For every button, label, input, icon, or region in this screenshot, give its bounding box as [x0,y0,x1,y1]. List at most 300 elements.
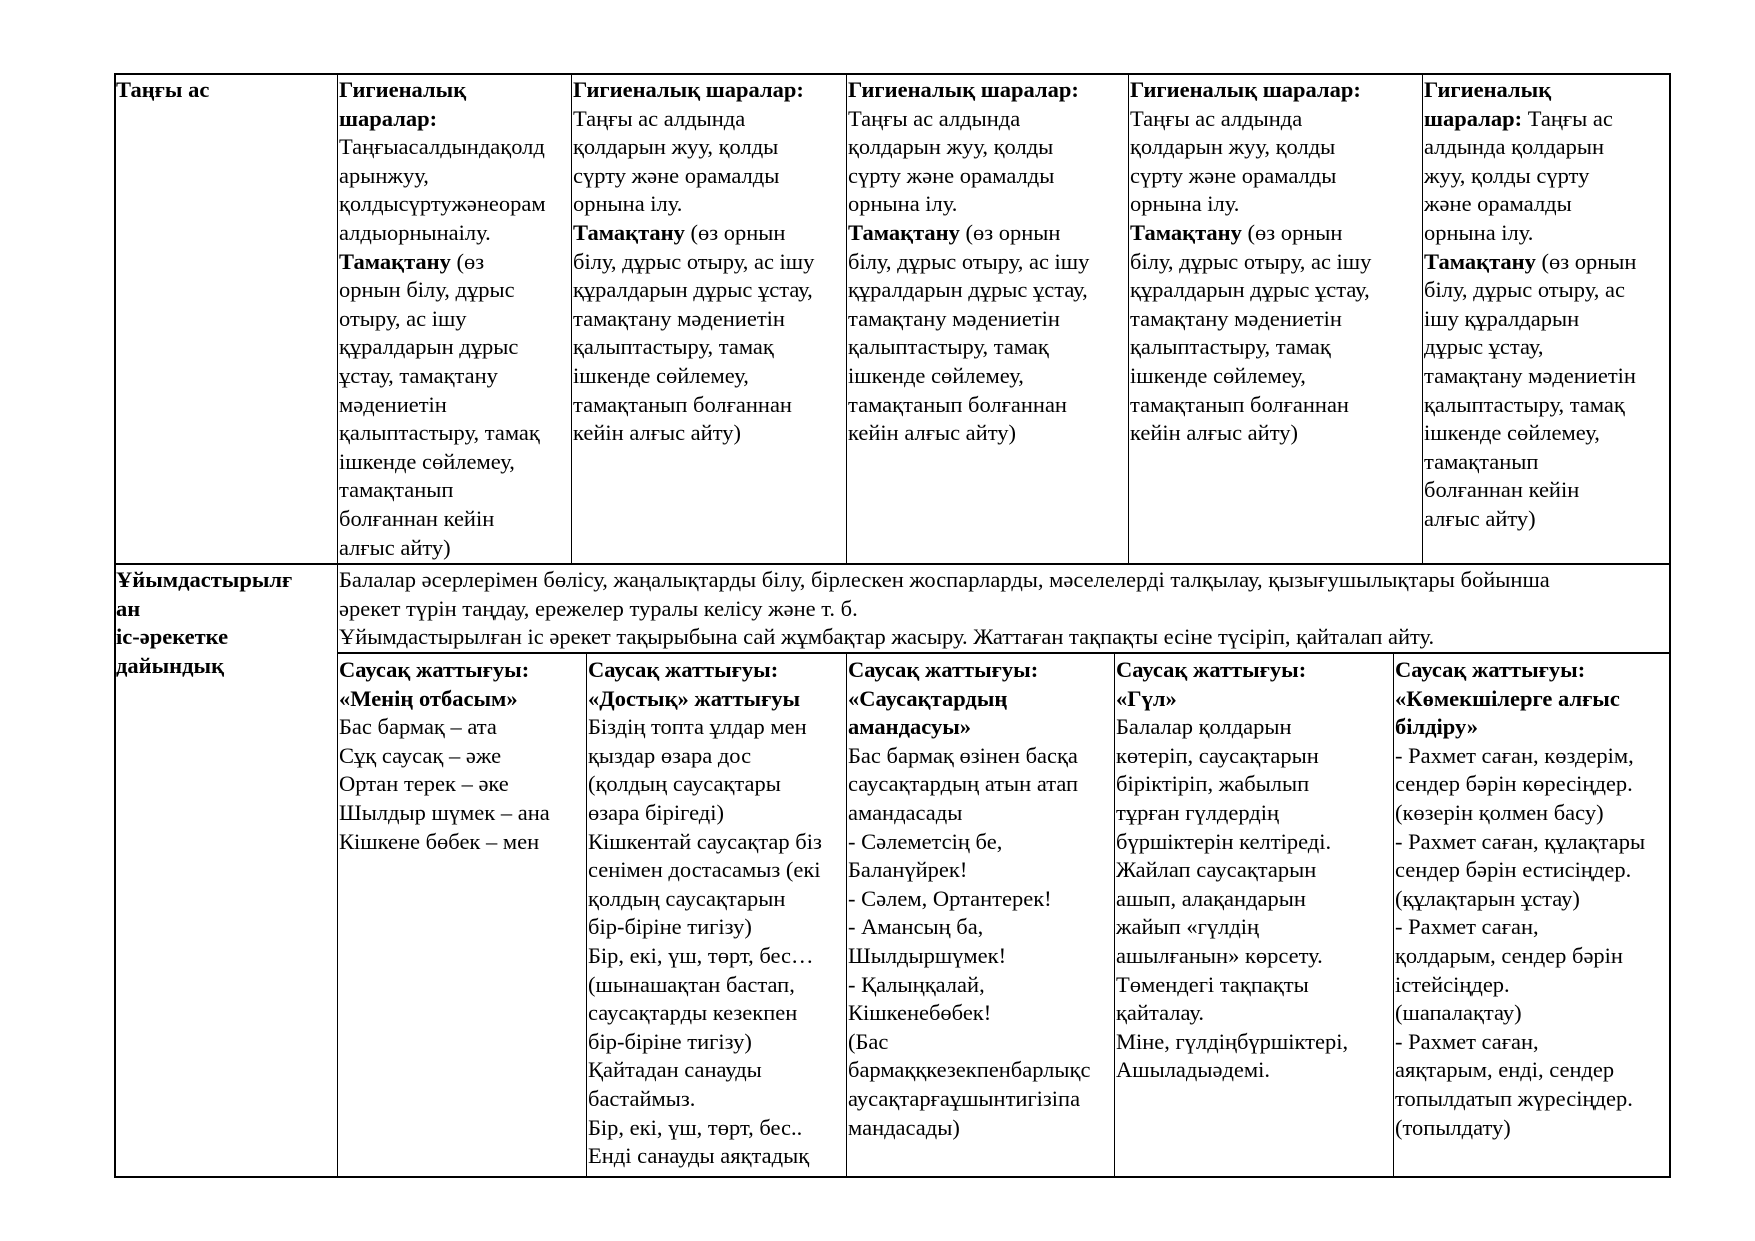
text-line [573,419,814,448]
text-line: іс-әрекетке [116,624,229,650]
body-text: дұрыс ұстау, [1424,334,1544,360]
bold-text: «Гүл» [1116,685,1177,711]
text-line: әрекет түрін таңдау, ережелер туралы келісу және т. б. [339,595,858,621]
body-text: білу, дұрыс отыру, ас ішу [848,248,1090,274]
text-line [848,828,1090,857]
bold-text: шаралар: [339,105,438,131]
body-text: сендер бәрін естисіңдер. [1395,857,1632,883]
row1-cell-4 [1130,76,1371,448]
body-text: білу, дұрыс отыру, ас ішу [573,248,815,274]
body-text: алдыорнынаілу. [339,219,491,245]
body-text: ішкенде сөйлемеу, [339,448,515,474]
text-line [1424,362,1636,391]
text-line [1424,133,1636,162]
body-text: бармаққкезекпенбарлықс [848,1057,1091,1083]
text-line: Балалар әсерлерімен бөлісу, жаңалықтарды білу, бірлескен жоспарларды, мәселелерді талқылау, қызығушылықтары бойынша [339,567,1550,592]
body-text: аяқтарым, енді, сендер [1395,1057,1615,1083]
body-text: - Сәлеметсің бе, [848,828,1003,854]
body-text: тұрған гүлдердің [1116,799,1280,825]
text-line [339,190,546,219]
text-line [1424,305,1636,334]
text-line [848,248,1089,277]
text-line [573,133,814,162]
text-line [848,105,1089,134]
text-line [1116,685,1348,714]
body-text: құралдарын дұрыс ұстау, [1130,277,1370,303]
text-line [1116,971,1348,1000]
text-line [1424,219,1636,248]
body-text: қолдарын жуу, қолды [848,134,1054,160]
text-line [848,770,1090,799]
body-text: орнына ілу. [1130,191,1240,217]
body-text: Кішкентай саусақтар біз [588,828,822,854]
bold-text: «Достық» жаттығуы [588,685,801,711]
text-line [588,742,822,771]
body-text: саусақтардың атын атап [848,771,1079,797]
body-text: Қайтадан санауды [588,1057,762,1083]
text-line [848,333,1089,362]
body-text: Шылдыр шүмек – ана [339,799,550,825]
body-text: білу, дұрыс отыру, ас ішу [1130,248,1372,274]
row1-cell-1 [339,76,546,562]
body-text: кейін алғыс айту) [573,420,741,446]
body-text: біріктіріп, жабылып [1116,771,1310,797]
text-line [339,476,546,505]
text-line [573,276,814,305]
text-line [339,391,546,420]
text-line [848,656,1090,685]
text-line: Ұйымдастырылған іс әрекет тақырыбына сай жұмбақтар жасыру. Жаттаған тақпақты есіне түсіріп, қайталап айту. [339,624,1435,650]
body-text: Төмендегі тақпақты [1116,971,1309,997]
body-text: қолдарым, сендер бәрін [1395,942,1623,968]
body-text: Кішкене бөбек – мен [339,828,540,854]
text-line [1116,770,1348,799]
text-line [573,391,814,420]
body-text: істейсіңдер. [1395,971,1510,997]
bold-text: Тамақтану [339,248,451,274]
body-text: қолдарын жуу, қолды [573,134,779,160]
table-border-top [115,73,1671,75]
row2-intro [339,566,1550,652]
body-text: Енді санауды аяқтадық [588,1143,810,1169]
text-line [848,76,1089,105]
text-line [1424,76,1636,105]
body-text: тамақтану мәдениетін [573,305,785,331]
text-line [588,1114,822,1143]
text-line: Ұйымдастырылғ [116,567,293,592]
body-text: (өз орнын [1241,219,1343,245]
body-text: аусақтарғаұшынтигізіпа [848,1085,1081,1111]
text-line [848,190,1089,219]
body-text: алғыс айту) [339,534,451,560]
body-text: Бас бармақ өзінен басқа [848,742,1078,768]
text-line [1395,742,1645,771]
bold-text: Тамақтану [1130,219,1242,245]
text-line [1130,391,1371,420]
table-border-bottom [114,1176,1671,1178]
body-text: Сұқ саусақ – әже [339,742,502,768]
body-text: мәдениетін [339,391,447,417]
text-line [848,133,1089,162]
text-line [339,76,546,105]
body-text: болғаннан кейін [1424,477,1580,503]
body-text: Таңғы ас алдында [573,105,746,131]
text-line [588,856,822,885]
bold-text: «Саусақтардың [848,685,1008,711]
body-text: - Рахмет саған, құлақтары [1395,828,1646,854]
text-line [1395,1114,1645,1143]
body-text: (шапалақтау) [1395,1000,1522,1026]
text-line [339,656,550,685]
body-text: қалыптастыру, тамақ [1130,334,1331,360]
text-line [848,999,1090,1028]
body-text: қолдарын жуу, қолды [1130,134,1336,160]
text-line [848,942,1090,971]
body-text: орнына ілу. [573,191,683,217]
body-text: Бас бармақ – ата [339,714,497,740]
text-line [573,305,814,334]
text-line [848,799,1090,828]
body-text: құралдарын дұрыс [339,334,519,360]
body-text: сендер бәрін көресіңдер. [1395,771,1633,797]
row2-divider-3 [846,652,847,1178]
body-text: Таңғыасалдындақолд [339,134,545,160]
row2-divider-2 [586,652,587,1178]
text-line [1116,913,1348,942]
body-text: өзара бірігеді) [588,799,724,825]
row1-divider-2 [571,73,572,564]
text-line [588,828,822,857]
text-line [1424,105,1636,134]
text-line [1130,276,1371,305]
body-text: - Рахмет саған, [1395,914,1539,940]
text-line [1424,476,1636,505]
body-text: - Амансың ба, [848,914,984,940]
text-line [1424,505,1636,534]
text-line [848,219,1089,248]
text-line [573,362,814,391]
body-text: (шынашақтан бастап, [588,971,795,997]
body-text: кейін алғыс айту) [848,420,1016,446]
text-line [339,448,546,477]
body-text: білу, дұрыс отыру, ас [1424,277,1625,303]
text-line [339,219,546,248]
text-line [1130,333,1371,362]
body-text: - Қалыңқалай, [848,971,985,997]
text-line [573,190,814,219]
text-line [588,713,822,742]
text-line [339,333,546,362]
text-line [848,913,1090,942]
body-text: қалыптастыру, тамақ [1424,391,1625,417]
body-text: Шылдыршүмек! [848,942,1007,968]
text-line [1130,76,1371,105]
text-line [1130,419,1371,448]
body-text: тамақтанып болғаннан [848,391,1067,417]
text-line [1395,828,1645,857]
body-text: (Бас [848,1028,889,1054]
body-text: ішкенде сөйлемеу, [573,362,749,388]
body-text: тамақтанып [339,477,454,503]
bold-text: Гигиеналық шаралар: [1130,77,1361,102]
body-text: қыздар өзара дос [588,742,752,768]
text-line [1424,419,1636,448]
body-text: орнына ілу. [1424,219,1534,245]
text-line [1116,656,1348,685]
text-line [1395,1056,1645,1085]
text-line [1424,333,1636,362]
text-line [1130,305,1371,334]
body-text: орнын білу, дұрыс [339,277,515,303]
text-line [1130,248,1371,277]
text-line [573,248,814,277]
body-text: - Сәлем, Ортантерек! [848,885,1052,911]
bold-text: шаралар: [1424,105,1523,131]
text-line [1116,1056,1348,1085]
text-line [1395,685,1645,714]
body-text: Бір, екі, үш, төрт, бес… [588,942,814,968]
body-text: ішкенде сөйлемеу, [1424,420,1600,446]
text-line [848,419,1089,448]
text-line [1116,999,1348,1028]
row1-divider-3 [846,73,847,564]
text-line [588,685,822,714]
row1-cell-2 [573,76,814,448]
body-text: (өз [450,248,485,274]
text-line [1395,656,1645,685]
row1-cell-3 [848,76,1089,448]
text-line [1395,1085,1645,1114]
text-line [848,971,1090,1000]
row1-label: Таңғы ас [116,77,210,102]
body-text: (өз орнын [959,219,1061,245]
text-line [588,799,822,828]
bold-text: Саусақ жаттығуы: [588,657,779,682]
body-text: отыру, ас ішу [339,305,467,331]
text-line [848,1085,1090,1114]
text-line [1130,105,1371,134]
bold-text: Тамақтану [573,219,685,245]
body-text: ішу құралдарын [1424,305,1580,331]
text-line [1395,856,1645,885]
row2-cell-4 [1116,656,1348,1085]
text-line [1395,885,1645,914]
body-text: ішкенде сөйлемеу, [1130,362,1306,388]
body-text: кейін алғыс айту) [1130,420,1298,446]
text-line [339,713,550,742]
bold-text: Гигиеналық [339,77,467,102]
bold-text: Гигиеналық [1424,77,1552,102]
text-line [573,76,814,105]
body-text: тамақтану мәдениетін [1130,305,1342,331]
body-text: қалыптастыру, тамақ [848,334,1049,360]
bold-text: Саусақ жаттығуы: [848,657,1039,682]
text-line [573,333,814,362]
body-text: амандасады [848,799,963,825]
body-text: бастаймыз. [588,1085,696,1111]
text-line [339,742,550,771]
text-line [339,305,546,334]
row2-cell-1 [339,656,550,856]
body-text: алдында қолдарын [1424,134,1605,160]
bold-text: «Менің отбасым» [339,685,518,711]
text-line [848,885,1090,914]
text-line [1395,713,1645,742]
body-text: бір-біріне тигізу) [588,1028,752,1054]
row2-divider-4 [1114,652,1115,1178]
body-text: ішкенде сөйлемеу, [848,362,1024,388]
text-line [1116,1028,1348,1057]
body-text: - Рахмет саған, [1395,1028,1539,1054]
bold-text: Саусақ жаттығуы: [1116,657,1307,682]
body-text: - Рахмет саған, көздерім, [1395,742,1634,768]
text-line [588,971,822,1000]
bold-text: Тамақтану [1424,248,1536,274]
body-text: болғаннан кейін [339,505,495,531]
body-text: сүрту және орамалды [1130,162,1337,188]
body-text: ашып, алақандарын [1116,885,1306,911]
text-line [339,133,546,162]
text-line [1116,856,1348,885]
text-line [339,276,546,305]
body-text: жайып «гүлдің [1116,914,1260,940]
bold-text: Гигиеналық шаралар: [573,77,804,102]
text-line [1424,190,1636,219]
body-text: ұстау, тамақтану [339,362,498,388]
text-line [848,1028,1090,1057]
text-line [1424,162,1636,191]
body-text: арынжуу, [339,162,429,188]
body-text: қолдысүртужәнеорам [339,191,546,217]
text-line [588,1085,822,1114]
text-line [339,828,550,857]
body-text: қолдың саусақтарын [588,885,786,911]
body-text: ашылғанын» көрсету. [1116,942,1323,968]
bold-text: Гигиеналық шаралар: [848,77,1079,102]
body-text: Таңғы ас алдында [848,105,1021,131]
body-text: мандасады) [848,1114,960,1140]
text-line [1130,133,1371,162]
text-line [573,219,814,248]
body-text: (топылдату) [1395,1114,1511,1140]
body-text: Біздің топта ұлдар мен [588,714,807,740]
body-text: Кішкенебөбек! [848,1000,992,1026]
text-line [339,162,546,191]
body-text: бүршіктерін келтіреді. [1116,828,1332,854]
text-line [848,362,1089,391]
text-line [1395,799,1645,828]
text-line [339,799,550,828]
text-line [339,362,546,391]
text-line [339,419,546,448]
row2-cell-3 [848,656,1090,1142]
text-line [339,685,550,714]
text-line [1424,248,1636,277]
body-text: Бір, екі, үш, төрт, бес.. [588,1114,803,1140]
text-line: дайындық [116,652,225,678]
body-text: (көзерін қолмен басу) [1395,799,1604,825]
text-line [1116,799,1348,828]
row1-divider-5 [1422,73,1423,564]
table-border-right [1669,73,1671,1178]
text-line [1130,219,1371,248]
text-line [588,913,822,942]
body-text: Таңғы ас [1522,105,1613,131]
body-text: бір-біріне тигізу) [588,914,752,940]
body-text: Міне, гүлдіңбүршіктері, [1116,1028,1349,1054]
text-line [1116,828,1348,857]
body-text: сүрту және орамалды [573,162,780,188]
body-text: және орамалды [1424,191,1572,217]
body-text: тамақтанып болғаннан [573,391,792,417]
body-text: қайталау. [1116,1000,1204,1026]
text-line [339,534,546,563]
body-text: саусақтарды кезекпен [588,1000,798,1026]
text-line [1130,362,1371,391]
body-text: Ашыладыәдемі. [1116,1057,1271,1083]
text-line [1395,1028,1645,1057]
text-line [848,276,1089,305]
text-line [339,105,546,134]
bold-text: амандасуы» [848,714,972,740]
body-text: тамақтану мәдениетін [848,305,1060,331]
row2-cell-2 [588,656,822,1171]
body-text: (өз орнын [1535,248,1637,274]
text-line [1130,190,1371,219]
text-line [339,248,546,277]
row-divider-1 [114,563,1671,565]
body-text: тамақтанып [1424,448,1539,474]
body-text: жуу, қолды сүрту [1424,162,1590,188]
body-text: қалыптастыру, тамақ [573,334,774,360]
body-text: Таңғы ас алдында [1130,105,1303,131]
text-line [848,1114,1090,1143]
body-text: топылдатып жүресіңдер. [1395,1085,1633,1111]
text-line [1395,913,1645,942]
body-text: көтеріп, саусақтарын [1116,742,1319,768]
body-text: тамақтану мәдениетін [1424,362,1636,388]
body-text: Балалар қолдарын [1116,714,1292,740]
text-line [848,742,1090,771]
text-line [848,162,1089,191]
body-text: (қолдың саусақтары [588,771,781,797]
body-text: Баланүйрек! [848,857,968,883]
body-text: құралдарын дұрыс ұстау, [848,277,1088,303]
text-line [848,305,1089,334]
body-text: қалыптастыру, тамақ [339,420,540,446]
text-line [848,391,1089,420]
body-text: (өз орнын [684,219,786,245]
row2-divider-5 [1393,652,1394,1178]
row-divider-intro [337,652,1671,654]
row2-cell-5 [1395,656,1645,1142]
body-text: Жайлап саусақтарын [1116,857,1317,883]
text-line [588,1056,822,1085]
text-line [1395,770,1645,799]
text-line [1116,942,1348,971]
text-line [1424,448,1636,477]
text-line [1395,999,1645,1028]
bold-text: Саусақ жаттығуы: [1395,657,1586,682]
text-line [588,999,822,1028]
body-text: Ортан терек – әке [339,771,509,797]
text-line [1116,885,1348,914]
text-line [1116,742,1348,771]
body-text: алғыс айту) [1424,505,1536,531]
text-line [339,505,546,534]
text-line [573,162,814,191]
label-column-divider [337,73,338,1178]
